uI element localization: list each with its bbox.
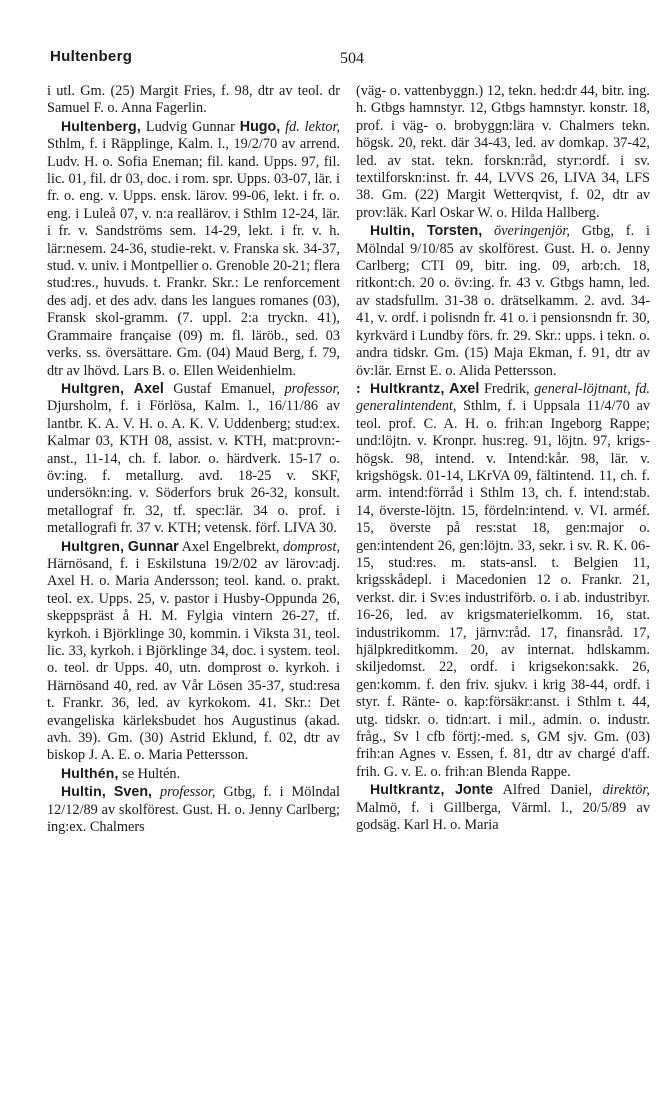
entry-text: Härnösand, f. i Eskilstuna 19/2/02 av lärov:adj. Axel H. o. Maria Andersson; teol. kand. o. prakt. teol. ex. Upps. 25, v. pastor i Husby-Oppunda 26, skeppspräst å H. M. Fylgia vintern 26-27, tf. kyrkoh. i Björklinge 30, kommin. i Viksta 31, teol. lic. 33, kyrkoh. i Björklinge 34, doc. i system. teol. o. teol. dr Upps. 40, utn. domprost o. kyrkoh. i Härnösand 40, red. av Vår Lösen 35-37, stud:resa t. Frankr. 36, led. av kyrkokom. 41. Skr.: Det evangeliska kärleksbudet hos Augustinus (akad. avh. 39). Gm. (30) Astrid Eklund, f. 02, dtr av biskop J. A. E. o. Maria Pettersson. [47,555,340,764]
entry-continuation: (väg- o. vattenbyggn.) 12, tekn. hed:dr 44, bitr. ing. h. Gtbgs hamnstyr. 12, Gtbgs hamnstyr. konstr. 18, prof. i väg- o. brobyggn:lära v. Chalmers tekn. högsk. 20, rekt. där 34-43, led. av domkap. 37-42, led. av stat. tekn. forskn:råd, styr:ordf. i sv. textilforskn:inst. fr. 44, LVVS 26, LIVA 34, LFS 38. Gm. (22) Margit Wetterqvist, f. 02, dtr av prov:läk. Karl Oskar W. o. Hilda Hallberg. [356,83,650,221]
entry-marker: : [356,380,361,397]
entry-hultgren-axel [47,380,340,538]
entry-surname: Hultin, [61,783,106,800]
entry-given-names: Gunnar Axel Engelbrekt, [127,538,280,555]
entry-occupation: domprost, [282,538,341,555]
entry-surname: Hultkrantz, [370,781,445,798]
entry-hultgren-gunnar [47,538,340,765]
entry-surname: Hultin, [370,222,415,239]
page-number: 504 [340,50,364,67]
entry-surname: Hultenberg, [61,117,141,134]
entry-occupation: professor, [284,380,340,397]
entry-surname: Hultgren, [61,537,125,554]
entry-occupation: direktör, [602,782,650,799]
entry-hultkrantz-axel [356,380,650,781]
left-column [47,83,340,836]
entry-text: Gtbg, f. i Mölndal 9/10/85 av skolförest. Gust. H. o. Jenny Carlberg; CTI 09, bitr. ing. 09, arb:ch. 18, ritkont:ch. 20 o. öv:ing. fr. 43 v. Gtbgs hamn, led. av stadsfullm. 31-38 o. drätselkamm. 2. avd. 34-41, v. ordf. i polisndn fr. 41 o. i pensionsndn fr. 30, kyrkvärd i Lundby förs. fr. 29. Skr.: upps. i tekn. o. andra tidskr. Gm. (15) Maja Ekman, f. 91, dtr av öv:lär. Ernst E. o. Alida Pettersson. [356,223,650,379]
page-header [50,48,664,74]
entry-given-names: Sven, [113,784,153,801]
entry-hultin-sven [47,783,340,836]
entry-occupation: professor, [159,784,216,801]
entry-hultkrantz-jonte [356,781,650,834]
entry-surname: Hultkrantz, [370,379,445,396]
entry-surname: Hulthén, [61,764,119,781]
entry-hulthen [47,765,340,783]
entry-surname: Hultgren, [61,379,125,396]
running-head: Hultenberg [50,48,133,65]
entry-text: se Hultén. [118,765,181,782]
entry-text: Malmö, f. i Gillberga, Värml. l., 20/5/89 av godsäg. Karl H. o. Maria [356,799,650,834]
entry-text: Sthlm, f. i Uppsala 11/4/70 av teol. prof. C. A. H. o. frih:an Ingeborg Rappe; und:löjtn. v. Kronpr. hus:reg. 91, löjtn. 97, krigs-högsk. 98, intend. v. Intend:kår. 98, lär. v. krigshögsk. 01-14, LKrVA 09, fältintend. 11, ch. f. arm. intend:förråd i Sthlm 13, ch. f. intend:stab. 14, överste-löjtn. 15, fördeln:intend. v. VI. arméf. 15, överste på res:stat 18, gen:major o. gen:intendent 26, gen:löjtn. 33, sekr. i sv. R. K. 06-15, stud:res. m. stats-ansl. t. Belgien 11, krigsskådepl. i Macedonien 12 o. Frankr. 21, verkst. dir. i Sv:es industriförb. o. i ab. industribyr. 16-26, led. av krigsmaterielkomm. 16, stat. industrikomm. 17, järnv:råd. 17, finansråd. 17, hjälpkreditkomm. 20, av internat. hdlskamm. skiljedomst. 22, ordf. i krigsekon:sakk. 26, gen:komm. f. den friv. sjukv. i krig 38-44, ordf. i styr. f. Ränte- o. kap:försäkr:anst. i Sthlm t. 44, utg. tidskr. o. tidn:art. i mil., admin. o. industr. fråg., Sv l cfb förtj:-med. s, GM sjv. Gm. (03) frih:an Agnes v. Essen, f. 81, dtr av chargé d'aff. frih. G. v. E. o. frih:an Blenda Rappe. [356,398,650,780]
entry-hultenberg-hugo [47,118,340,380]
entry-given-names: Torsten, [426,223,483,240]
entry-given-names: Axel Gustaf Emanuel, [133,380,276,397]
entry-hultin-torsten [356,222,650,380]
entry-occupation: överingenjör, [494,223,570,240]
entry-given-names: Jonte Alfred Daniel, [454,782,593,799]
entry-given-names: Axel Fredrik, [449,380,530,397]
entry-occupation: fd. lektor, [285,118,340,135]
entry-text: Djursholm, f. i Förlösa, Kalm. l., 16/11/86 av lantbr. K. A. V. H. o. A. K. V. Uddenberg; stud:ex. Kalmar 03, KTH 08, assist. v. KTH, mat:provn:-anst., 11-14, ch. f. labor. o. härdverk. 15-17 o. öv:ing. f. metallurg. avd. 18-25 v. SKF, undersökn:ing. v. Söderfors bruk 26-32, konsult. metallograf fr. 32, tf. spec:lär. 34 o. prof. i metallografi fr. 37 v. KTH; vetensk. förf. LIVA 30. [47,398,340,537]
entry-occupation: general-löjtnant, fd. generalintendent, [356,380,650,415]
entry-given-names: Ludvig Gunnar Hugo, [140,118,281,135]
entry-continuation: i utl. Gm. (25) Margit Fries, f. 98, dtr av teol. dr Samuel F. o. Anna Fagerlin. [47,83,340,117]
entry-text: Gtbg, f. i Mölndal 12/12/89 av skolförest. Gust. H. o. Jenny Carlberg; ing:ex. Chalmers [47,784,341,836]
entry-text: Sthlm, f. i Räpplinge, Kalm. l., 19/2/70 av arrend. Ludv. H. o. Sofia Eneman; fil. kand. Upps. 97, fil. lic. 01, fil. dr 03, doc. i rom. spr. Upps. 03-07, lär. i fr. o. eng. v. Upps. ensk. lärov. 99-06, lekt. i fr. o. eng. i Luleå 07, v. n:a reallärov. i Sthlm 12-24, lär. i fr. v. Sandströms sem. 14-29, lekt. i fr. v. h. lär:nesem. 24-36, studie-rekt. v. Franska sk. 34-37, stud. v. univ. i Montpellier o. Grenoble 20-21; flera stud:res., huvuds. t. Frankr. Skr.: Le renforcement des adj. et des adv. dans les langues romanes (03), Fransk skol-gramm. (7. uppl. 2:a tryckn. 41), Grammaire française (09) m. fl. läröb., sed. 03 verks. ss. översättare. Gm. (04) Maud Berg, f. 79, dtr av lhövd. Lars B. o. Ellen Weidenhielm. [47,136,340,379]
right-column [356,83,650,834]
